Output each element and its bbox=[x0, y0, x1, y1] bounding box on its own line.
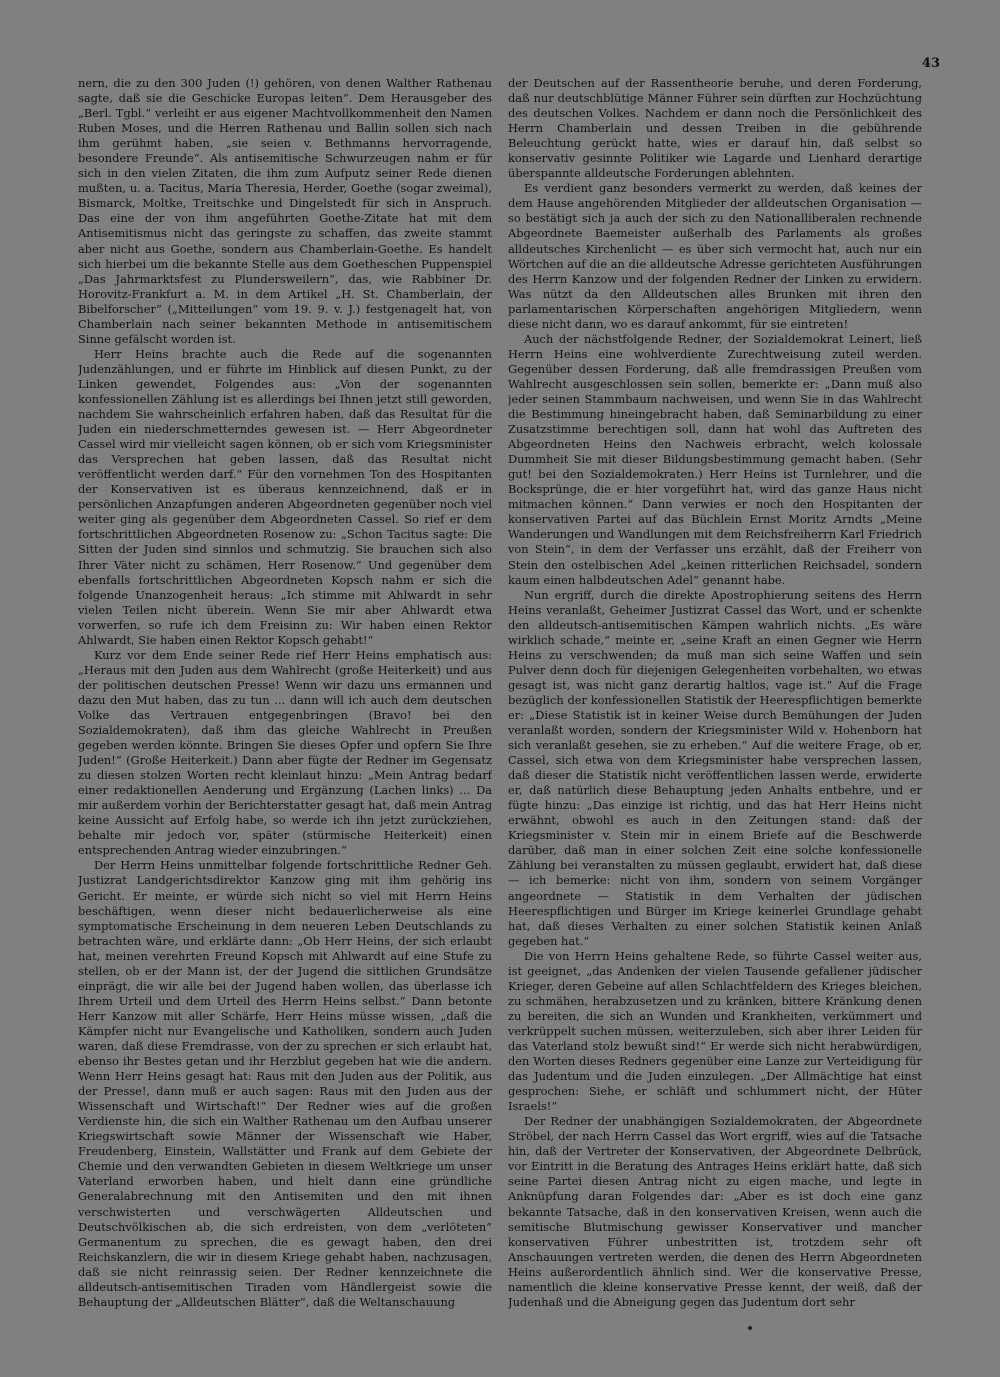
paragraph: Die von Herrn Heins gehaltene Rede, so führte Cassel weiter aus, ist geeignet, „das Andenken der vielen Tausende gefallener jüdischer Krieger, deren Gebeine auf allen Schlachtfeldern des Krieges bleichen, zu schmähen, herabzusetzen und zu kränken, bittere Kränkung denen zu bereiten, die sich an Wunden und Krankheiten, verkümmert und verkrüppelt suchen müssen, weiterzuleben, sich aber ihrer Leiden für das Vaterland stolz bewußt sind!“ Er werde sich nicht herabwürdigen, den Worten dieses Redners gegenüber eine Lanze zur Verteidigung für das Judentum und die Juden einzulegen. „Der Allmächtige hat einst gesprochen: Siehe, er schläft und schlummert nicht, der Hüter Israels!“ bbox=[508, 948, 922, 1114]
paragraph: nern, die zu den 300 Juden (!) gehören, von denen Walther Rathenau sagte, daß sie die Geschicke Europas leiten“. Dem Herausgeber des „Berl. Tgbl.“ verleiht er aus eigener Machtvollkommenheit den Namen Ruben Moses, und die Herren Rathenau und Ballin sollen sich nach ihm gerühmt haben, „sie seien v. Bethmanns hervorragende, besondere Freunde“. Als antisemitische Schwurzeugen nahm er für sich in den vielen Zitaten, die ihm zum Aufputz seiner Rede dienen mußten, u. a. Tacitus, Maria Theresia, Herder, Goethe (sogar zweimal), Bismarck, Moltke, Treitschke und Dingelstedt für sich in Anspruch. Das eine der von ihm angeführten Goethe-Zitate hat mit dem Antisemitismus nicht das geringste zu schaffen, das zweite stammt aber nicht aus Goethe, sondern aus Chamberlain-Goethe. Es handelt sich hierbei um die bekannte Stelle aus dem Goetheschen Puppenspiel „Das Jahrmarktsfest zu Plundersweilern“, das, wie Rabbiner Dr. Horovitz-Frankfurt a. M. in dem Artikel „H. St. Chamberlain, der Bibelforscher“ („Mitteilungen“ vom 19. 9. v. J.) festgenagelt hat, von Chamberlain nach seiner bekannten Methode in antisemitischem Sinne gefälscht worden ist. bbox=[78, 76, 492, 346]
paragraph: der Deutschen auf der Rassentheorie beruhe, und deren Forderung, daß nur deutschblütige Männer Führer sein dürften zur Hochzüchtung des deutschen Volkes. Nachdem er dann noch die Persönlichkeit des Herrn Chamberlain und dessen Treiben in die gebührende Beleuchtung gerückt hatte, wies er darauf hin, daß selbst so konservativ gesinnte Politiker wie Lagarde und Lienhard derartige überspannte alldeutsche Forderungen ablehnten. bbox=[508, 76, 922, 181]
right-column bbox=[508, 76, 922, 1338]
paragraph: Nun ergriff, durch die direkte Apostrophierung seitens des Herrn Heins veranlaßt, Geheimer Justizrat Cassel das Wort, und er schenkte den alldeutsch-antisemitischen Kämpen wahrlich nichts. „Es wäre wirklich schade,“ meinte er, „seine Kraft an einen Gegner wie Herrn Heins zu verschwenden; da muß man sich seine Waffen und sein Pulver denn doch für diejenigen Gelegenheiten vorbehalten, wo etwas gesagt ist, was nicht ganz derartig haltlos, vage ist.“ Auf die Frage bezüglich der konfessionellen Statistik der Heerespflichtigen bemerkte er: „Diese Statistik ist in keiner Weise durch Bemühungen der Juden veranlaßt worden, sondern der Kriegsminister Wild v. Hohenborn hat sich veranlaßt gesehen, sie zu erheben.“ Auf die weitere Frage, ob er, Cassel, sich etwa von dem Kriegsminister habe versprechen lassen, daß dieser die Statistik nicht veröffentlichen lassen werde, erwiderte er, daß natürlich diese Behauptung jeden Anhalts entbehre, und er fügte hinzu: „Das einzige ist richtig, und das hat Herr Heins nicht erwähnt, obwohl es auch in den Zeitungen stand: daß der Kriegsminister v. Stein mir in einem Briefe auf die Beschwerde darüber, daß man in einer solchen Zeit eine solche konfessionelle Zählung bei veranstalten zu müssen geglaubt, erwidert hat, daß diese — ich bemerke: nicht von ihm, sondern von seinem Vorgänger angeordnete — Statistik in dem Verhalten der jüdischen Heerespflichtigen und Bürger im Kriege keinerlei Grundlage gehabt hat, daß dieses Verhalten zu einer solchen Statistik keinen Anlaß gegeben hat.“ bbox=[508, 587, 922, 948]
paragraph: Der Redner der unabhängigen Sozialdemokraten, der Abgeordnete Ströbel, der nach Herrn Cassel das Wort ergriff, wies auf die Tatsache hin, daß der Vertreter der Konservativen, der Abgeordnete Delbrück, vor Eintritt in die Beratung des Antrages Heins erklärt hatte, daß sich seine Partei diesen Antrag nicht zu eigen mache, und legte in Anknüpfung daran Folgendes dar: „Aber es ist doch eine ganz bekannte Tatsache, daß in den konservativen Kreisen, wenn auch die semitische Blutmischung gewisser Konservativer und mancher konservativen Führer unbestritten ist, trotzdem sehr oft Anschauungen vertreten werden, die denen des Herrn Abgeordneten Heins außerordentlich ähnlich sind. Wer die konservative Presse, namentlich die kleine konservative Presse kennt, der weiß, daß der Judenhaß und die Abneigung gegen das Judentum dort sehr bbox=[508, 1114, 922, 1309]
ink-dot bbox=[748, 1326, 752, 1330]
paragraph: Der Herrn Heins unmittelbar folgende fortschrittliche Redner Geh. Justizrat Landgerichtsdirektor Kanzow ging mit ihm gehörig ins Gericht. Er meinte, er würde sich nicht so viel mit Herrn Heins beschäftigen, wenn dieser nicht bedauerlicherweise als eine symptomatische Erscheinung in dem neueren Leben Deutschlands zu betrachten wäre, und erklärte dann: „Ob Herr Heins, der sich erlaubt hat, meinen verehrten Freund Kopsch mit Ahlwardt auf eine Stufe zu stellen, ob er der Mann ist, der der Jugend die sittlichen Grundsätze einprägt, die wir alle bei der Jugend haben wollen, das überlasse ich Ihrem Urteil und dem Urteil des Herrn Heins selbst.“ Dann betonte Herr Kanzow mit aller Schärfe, Herr Heins müsse wissen, „daß die Kämpfer nicht nur Evangelische und Katholiken, sondern auch Juden waren, daß diese Fremdrasse, von der zu sprechen er sich erlaubt hat, ebenso ihr Bestes getan und ihr Herzblut gegeben hat wie die andern. Wenn Herr Heins gesagt hat: Raus mit den Juden aus der Politik, aus der Presse!, dann muß er auch sagen: Raus mit den Juden aus der Wissenschaft und Wirtschaft!“ Der Redner wies auf die großen Verdienste hin, die sich ein Walther Rathenau um den Aufbau unserer Kriegswirtschaft sowie Männer der Wissenschaft wie Haber, Freudenberg, Einstein, Wallstätter und Frank auf dem Gebiete der Chemie und den verwandten Gebieten in diesem Weltkriege um unser Vaterland erworben haben, und hielt dann eine gründliche Generalabrechnung mit den Antisemiten und den mit ihnen verschwisterten und verschwägerten Alldeutschen und Deutschvölkischen ab, die sich erdreisten, von dem „verlöteten“ Germanentum zu sprechen, die es gewagt haben, den drei Reichskanzlern, die wir in diesem Kriege gehabt haben, nachzusagen, daß sie nicht reinrassig seien. Der Redner kennzeichnete die alldeutsch-antisemitischen Tiraden vom Händlergeist sowie die Behauptung der „Alldeutschen Blätter“, daß die Weltanschauung bbox=[78, 858, 492, 1309]
left-column bbox=[78, 76, 492, 1338]
paragraph: Auch der nächstfolgende Redner, der Sozialdemokrat Leinert, ließ Herrn Heins eine wohlverdiente Zurechtweisung zuteil werden. Gegenüber dessen Forderung, daß alle fremdrassigen Preußen vom Wahlrecht ausgeschlossen sein sollen, bemerkte er: „Dann muß also jeder seinen Stammbaum nachweisen, und wenn Sie in das Wahlrecht die Bestimmung hineingebracht haben, daß Seminarbildung zu einer Zusatzstimme berechtigen soll, dann hat wohl das Auftreten des Abgeordneten Heins den Nachweis erbracht, welch kolossale Dummheit Sie mit dieser Bildungsbestimmung gemacht haben. (Sehr gut! bei den Sozialdemokraten.) Herr Heins ist Turnlehrer, und die Bocksprünge, die er hier vorgeführt hat, wird das ganze Haus nicht mitmachen können.“ Dann verwies er noch den Hospitanten der konservativen Partei auf das Büchlein Ernst Moritz Arndts „Meine Wanderungen und Wandlungen mit dem Reichsfreiherrn Karl Friedrich von Stein“, in dem der Verfasser uns erzählt, daß der Freiherr von Stein den ostelbischen Adel „keinen ritterlichen Reichsadel, sondern kaum einen halbdeutschen Adel“ genannt habe. bbox=[508, 331, 922, 587]
paragraph: Es verdient ganz besonders vermerkt zu werden, daß keines der dem Hause angehörenden Mitglieder der alldeutschen Organisation — so bestätigt sich ja auch der sich zu den Nationalliberalen rechnende Abgeordnete Baemeister außerhalb des Parlaments als großes alldeutsches Kirchenlicht — es über sich vermocht hat, auch nur ein Wörtchen auf die an die alldeutsche Adresse gerichteten Ausführungen des Herrn Kanzow und der folgenden Redner der Linken zu erwidern. Was nützt da den Alldeutschen alles Brunken mit ihren den parlamentarischen Körperschaften angehörigen Mitgliedern, wenn diese nicht dann, wo es darauf ankommt, für sie eintreten! bbox=[508, 181, 922, 331]
paragraph: Kurz vor dem Ende seiner Rede rief Herr Heins emphatisch aus: „Heraus mit den Juden aus dem Wahlrecht (große Heiterkeit) und aus der politischen deutschen Presse! Wenn wir dazu uns ermannen und dazu den Mut haben, das zu tun ... dann will ich auch dem deutschen Volke das Vertrauen entgegenbringen (Bravo! bei den Sozialdemokraten), daß ihm das gleiche Wahlrecht in Preußen gegeben werden könnte. Bringen Sie dieses Opfer und opfern Sie Ihre Juden!“ (Große Heiterkeit.) Dann aber fügte der Redner im Gegensatz zu diesen stolzen Worten recht kleinlaut hinzu: „Mein Antrag bedarf einer redaktionellen Aenderung und Ergänzung (Lachen links) ... Da mir außerdem vorhin der Berichterstatter gesagt hat, daß mein Antrag keine Aussicht auf Erfolg habe, so werde ich ihn jetzt zurückziehen, behalte mir jedoch vor, später (stürmische Heiterkeit) einen entsprechenden Antrag wieder einzubringen.“ bbox=[78, 647, 492, 858]
page-number: 43 bbox=[921, 56, 940, 71]
paragraph: Herr Heins brachte auch die Rede auf die sogenannten Judenzählungen, und er führte im Hinblick auf diesen Punkt, zu der Linken gewendet, Folgendes aus: „Von der sogenannten konfessionellen Zählung ist es allerdings bei Ihnen jetzt still geworden, nachdem Sie wahrscheinlich erfahren haben, daß das Resultat für die Juden ein niederschmetterndes gewesen ist. — Herr Abgeordneter Cassel wird mir vielleicht sagen können, ob er sich vom Kriegsminister das Versprechen hat geben lassen, daß das Resultat nicht veröffentlicht werden darf.“ Für den vornehmen Ton des Hospitanten der Konservativen ist es überaus kennzeichnend, daß er in persönlichen Anzapfungen anderen Abgeordneten gegenüber noch viel weiter ging als gegenüber dem Abgeordneten Cassel. So rief er dem fortschrittlichen Abgeordneten Rosenow zu: „Schon Tacitus sagte: Die Sitten der Juden sind sinnlos und schmutzig. Sie brauchen sich also Ihrer Väter nicht zu schämen, Herr Rosenow.“ Und gegenüber dem ebenfalls fortschrittlichen Abgeordneten Kopsch nahm er sich die folgende Unanzogenheit heraus: „Ich stimme mit Ahlwardt in sehr vielen Teilen nicht überein. Wenn Sie mir aber Ahlwardt etwa vorwerfen, so rufe ich dem Freisinn zu: Wir haben einen Rektor Ahlwardt, Sie haben einen Rektor Kopsch gehabt!“ bbox=[78, 346, 492, 647]
